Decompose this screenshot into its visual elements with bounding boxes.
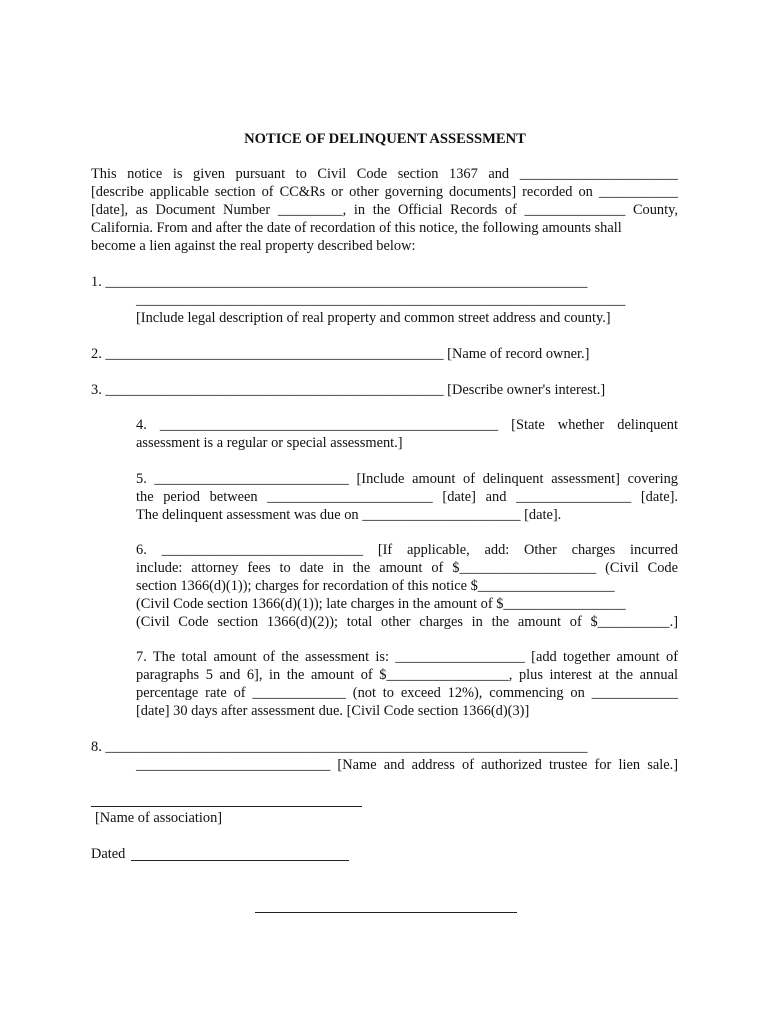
intro-line-1: This notice is given pursuant to Civil Code section 1367 and ______________________ — [91, 166, 678, 182]
dated-label: Dated — [91, 846, 126, 862]
item-6-line-5: (Civil Code section 1366(d)(2)); total other charges in the amount of $__________.] — [136, 614, 678, 630]
item-7-line-1: 7. The total amount of the assessment is: __________________ [add together amount of — [136, 649, 678, 665]
item-6-line-1: 6. ____________________________ [If applicable, add: Other charges incurred — [136, 542, 678, 558]
item-4-line-2: assessment is a regular or special assessment.] — [136, 435, 403, 451]
item-4-line-1: 4. _______________________________________________ [State whether delinquent — [136, 417, 678, 433]
item-5-line-2: the period between _______________________ [date] and ________________ [date]. — [136, 489, 678, 505]
intro-line-4: California. From and after the date of recordation of this notice, the following amounts shall — [91, 220, 622, 236]
intro-line-5: become a lien against the real property described below: — [91, 238, 416, 254]
intro-line-2: [describe applicable section of CC&Rs or other governing documents] recorded on ___________ — [91, 184, 678, 200]
item-5-line-3: The delinquent assessment was due on ______________________ [date]. — [136, 507, 562, 523]
item-7-line-2: paragraphs 5 and 6], in the amount of $_________________, plus interest at the annual — [136, 667, 678, 683]
item-1-line-3: [Include legal description of real property and common street address and county.] — [136, 310, 611, 326]
item-6-line-4: (Civil Code section 1366(d)(1)); late charges in the amount of $_________________ — [136, 596, 626, 612]
intro-line-3: [date], as Document Number _________, in the Official Records of ______________ County, — [91, 202, 678, 218]
item-2-line: 2. _______________________________________________ [Name of record owner.] — [91, 346, 590, 362]
document-title: NOTICE OF DELINQUENT ASSESSMENT — [244, 131, 526, 147]
item-7-line-4: [date] 30 days after assessment due. [Civil Code section 1366(d)(3)] — [136, 703, 530, 719]
item-7-line-3: percentage rate of _____________ (not to exceed 12%), commencing on ____________ — [136, 685, 678, 701]
item-8-line-1: 8. ___________________________________________________________________ — [91, 739, 588, 755]
association-signature-line — [91, 806, 362, 807]
dated-line — [131, 860, 349, 861]
item-1-line-1: 1. ___________________________________________________________________ — [91, 274, 588, 290]
item-3-line: 3. _______________________________________________ [Describe owner's interest.] — [91, 382, 606, 398]
item-6-line-3: section 1366(d)(1)); charges for recordation of this notice $___________________ — [136, 578, 615, 594]
item-8-line-2: ___________________________ [Name and address of authorized trustee for lien sale.] — [136, 757, 678, 773]
item-5-line-1: 5. ___________________________ [Include amount of delinquent assessment] covering — [136, 471, 678, 487]
bottom-signature-line — [255, 912, 517, 913]
item-1-line-2: ____________________________________________________________________ — [136, 292, 626, 308]
association-label: [Name of association] — [95, 810, 223, 826]
item-6-line-2: include: attorney fees to date in the amount of $___________________ (Civil Code — [136, 560, 678, 576]
